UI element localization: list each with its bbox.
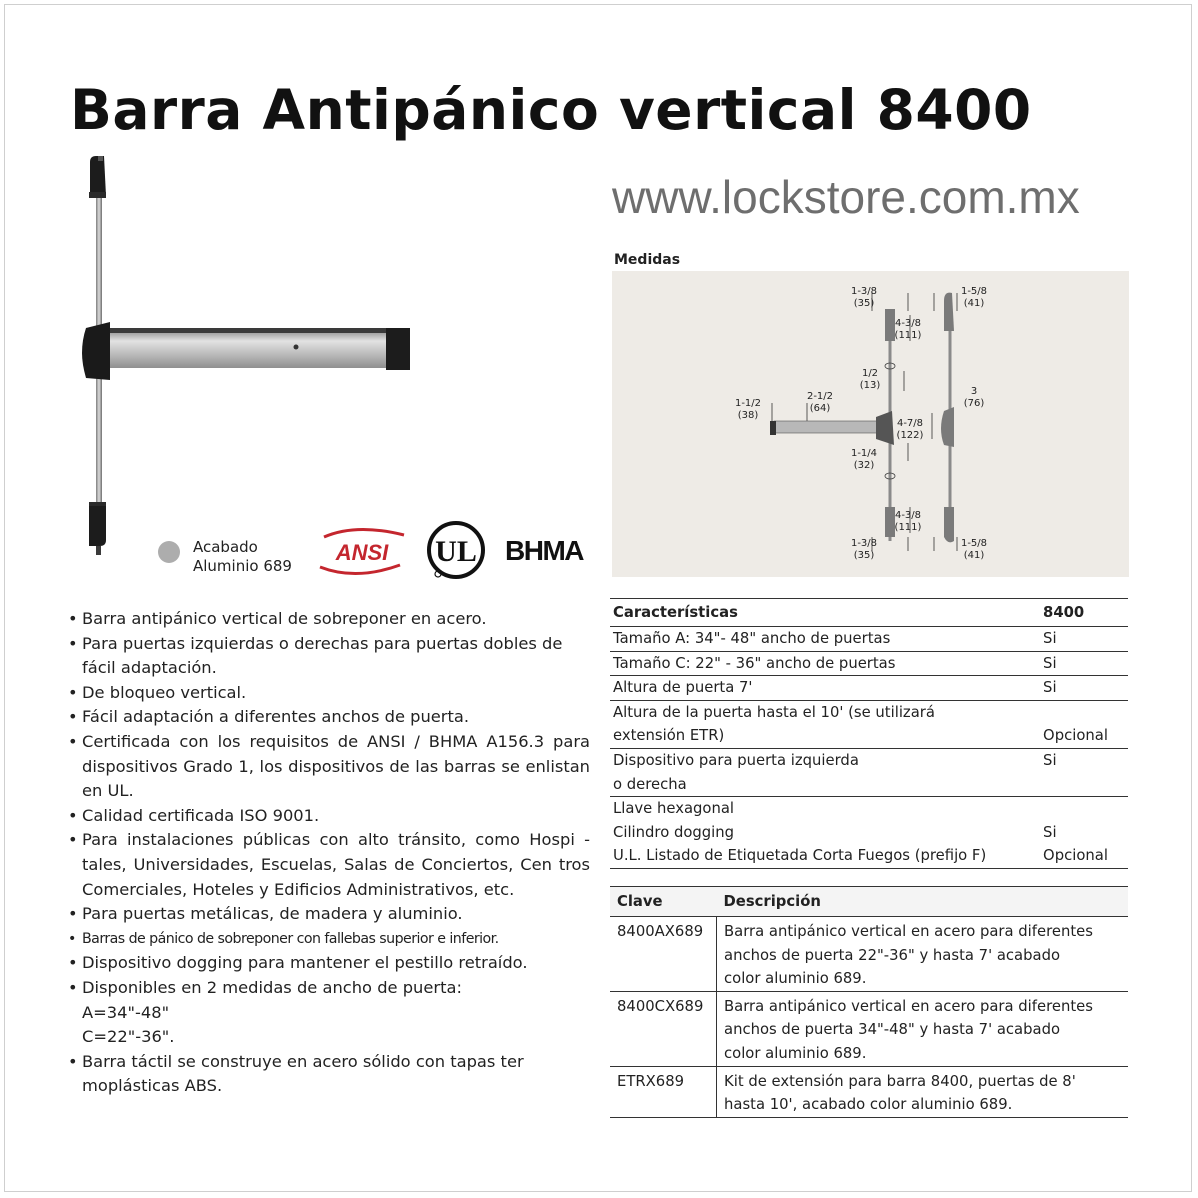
svg-text:3 xyxy=(971,386,977,397)
feature-text: Altura de puerta 7' xyxy=(613,679,753,697)
feature-cell xyxy=(610,844,1040,868)
dim-center: 4-7/8 xyxy=(896,418,924,429)
feature-item: • Calidad certificada ISO 9001. xyxy=(68,804,590,829)
column-header-description: Descripción xyxy=(717,887,1129,917)
finish-label-line1: Acabado xyxy=(193,538,258,556)
description-line: color aluminio 689. xyxy=(724,970,867,988)
product-description xyxy=(717,991,1129,1066)
column-header-feature: Características xyxy=(610,599,1040,627)
svg-text:4-3/8 xyxy=(895,510,921,521)
dim-top-left-mm: (35) xyxy=(853,298,875,309)
dim-bottom-mid: 4-3/8 xyxy=(894,510,922,521)
table-row xyxy=(610,917,1128,992)
feature-text: Tamaño A: 34"- 48" ancho de puertas xyxy=(613,630,891,647)
table-header-row xyxy=(610,599,1128,627)
dimensions-diagram xyxy=(612,271,1129,577)
svg-text:(64) xyxy=(810,403,831,414)
svg-text:(76) xyxy=(964,398,985,409)
dim-top-mid: 4-3/8 xyxy=(894,318,922,329)
feature-text: extensión ETR) xyxy=(613,727,725,745)
finish-label-line2: Aluminio 689 xyxy=(193,557,292,575)
dim-bar-offset: 2-1/2 xyxy=(806,391,834,402)
svg-text:(41) xyxy=(964,550,985,561)
feature-text: Altura de la puerta hasta el 10' (se utilizará xyxy=(613,703,935,721)
description-line: anchos de puerta 34"-48" y hasta 7' acabado xyxy=(724,1021,1061,1039)
dim-three: 3 xyxy=(970,386,978,397)
description-line: color aluminio 689. xyxy=(724,1044,867,1062)
dim-bottom-mid-mm: (111) xyxy=(894,522,922,533)
characteristics-table xyxy=(610,598,1128,869)
finish-label xyxy=(193,538,292,576)
feature-item: • Para puertas metálicas, de madera y aluminio. xyxy=(68,902,590,927)
svg-text:1-3/8 xyxy=(851,286,877,297)
dim-center-mm: (122) xyxy=(896,430,924,441)
feature-cell xyxy=(610,651,1040,676)
product-codes-table xyxy=(610,886,1128,1118)
page-title: Barra Antipánico vertical 8400 xyxy=(70,78,1032,142)
dim-half: 1/2 xyxy=(861,368,879,379)
dim-bar-offset-mm: (64) xyxy=(809,403,831,414)
product-code: 8400AX689 xyxy=(610,917,717,992)
dim-bottom-left-mm: (35) xyxy=(853,550,875,561)
dim-top-right-mm: (41) xyxy=(963,298,985,309)
feature-cell xyxy=(610,676,1040,701)
svg-text:(111) xyxy=(895,330,922,341)
table-row xyxy=(610,991,1128,1066)
svg-text:1-1/2 xyxy=(735,398,761,409)
feature-cell xyxy=(610,627,1040,652)
product-code: 8400CX689 xyxy=(610,991,717,1066)
ansi-logo-text: ANSI xyxy=(335,540,389,565)
feature-item: • De bloqueo vertical. xyxy=(68,681,590,706)
dim-bottom-left: 1-3/8 xyxy=(850,538,878,549)
feature-text: Cilindro dogging xyxy=(613,823,735,841)
value-cell: Si xyxy=(1040,676,1128,701)
size-c: C=22"-36". xyxy=(82,1027,175,1047)
feature-item: • Para instalaciones públicas con alto tránsito, como Hospi - tales, Universidades, Escuelas, Salas de Conciertos, Cen tros Comerciales, Hoteles y Edificios Administrativos, etc. xyxy=(68,828,590,902)
svg-text:1/2 xyxy=(862,368,878,379)
panic-bar-product-image xyxy=(70,150,430,570)
svg-text:2-1/2 xyxy=(807,391,833,402)
description-line: Barra antipánico vertical en acero para diferentes xyxy=(724,923,1093,940)
ul-logo-text: UL xyxy=(435,535,477,568)
description-line: anchos de puerta 22"-36" y hasta 7' acabado xyxy=(724,946,1061,964)
table-row xyxy=(610,651,1128,676)
bhma-logo: BHMA xyxy=(505,535,583,566)
feature-text: Llave hexagonal xyxy=(613,800,735,818)
svg-text:4-7/8 xyxy=(897,418,923,429)
svg-text:(41) xyxy=(964,298,985,309)
svg-text:(122) xyxy=(897,430,924,441)
dim-bottom-right: 1-5/8 xyxy=(960,538,988,549)
dim-half-mm: (13) xyxy=(859,380,881,391)
table-header-row xyxy=(610,887,1128,917)
table-row xyxy=(610,844,1128,868)
dim-left-end-mm: (38) xyxy=(737,410,759,421)
dim-quarter: 1-1/4 xyxy=(850,448,878,459)
feature-cell xyxy=(610,700,1040,748)
svg-text:(38) xyxy=(738,410,759,421)
column-header-model: 8400 xyxy=(1040,599,1128,627)
table-row xyxy=(610,1066,1128,1117)
feature-text: Dispositivo para puerta izquierda xyxy=(613,751,859,769)
feature-item: • Barras de pánico de sobreponer con fallebas superior e inferior. xyxy=(68,927,590,952)
feature-cell xyxy=(610,748,1040,796)
dim-top-left: 1-3/8 xyxy=(850,286,878,297)
website-url[interactable]: www.lockstore.com.mx xyxy=(612,171,1080,223)
value-cell: Si xyxy=(1040,651,1128,676)
value-cell: Si xyxy=(1043,823,1057,841)
diagram-label: Medidas xyxy=(614,252,681,268)
product-description xyxy=(717,917,1129,992)
dim-three-mm: (76) xyxy=(963,398,985,409)
dim-bottom-right-mm: (41) xyxy=(963,550,985,561)
description-line: Barra antipánico vertical en acero para diferentes xyxy=(724,997,1093,1015)
svg-text:(35) xyxy=(854,298,875,309)
feature-item-sizes xyxy=(68,976,590,1050)
feature-cell xyxy=(610,797,1040,845)
product-description xyxy=(717,1066,1129,1117)
svg-text:(32) xyxy=(854,460,875,471)
svg-text:1-5/8 xyxy=(961,286,987,297)
svg-text:1-5/8 xyxy=(961,538,987,549)
value-cell: Si xyxy=(1040,627,1128,652)
feature-item: • Barra antipánico vertical de sobreponer en acero. xyxy=(68,607,590,632)
finish-color-swatch xyxy=(158,541,180,563)
size-a: A=34"-48" xyxy=(82,1002,170,1022)
product-code: ETRX689 xyxy=(610,1066,717,1117)
feature-item: • Para puertas izquierdas o derechas para puertas dobles de fácil adaptación. xyxy=(68,632,590,681)
table-row xyxy=(610,700,1128,748)
value-cell: Opcional xyxy=(1040,844,1128,868)
svg-text:1-1/4 xyxy=(851,448,877,459)
table-row xyxy=(610,797,1128,845)
feature-text: Tamaño C: 22" - 36" ancho de puertas xyxy=(613,654,896,672)
ul-logo xyxy=(424,518,488,584)
svg-text:(35) xyxy=(854,550,875,561)
table-row xyxy=(610,676,1128,701)
table-row xyxy=(610,627,1128,652)
feature-item: • Fácil adaptación a diferentes anchos de puerta. xyxy=(68,705,590,730)
feature-item: • Barra táctil se construye en acero sólido con tapas ter moplásticas ABS. xyxy=(68,1050,590,1099)
table-row xyxy=(610,748,1128,796)
dim-top-mid-mm: (111) xyxy=(894,330,922,341)
feature-list xyxy=(68,607,590,1099)
feature-item: • Dispositivo dogging para mantener el pestillo retraído. xyxy=(68,951,590,976)
svg-text:(13) xyxy=(860,380,881,391)
svg-text:1-3/8 xyxy=(851,538,877,549)
sizes-intro: Disponibles en 2 medidas de ancho de puerta: xyxy=(82,977,462,997)
dim-quarter-mm: (32) xyxy=(853,460,875,471)
value-cell: Si xyxy=(1040,748,1128,796)
feature-text: o derecha xyxy=(613,775,687,793)
feature-text: U.L. Listado de Etiquetada Corta Fuegos (prefijo F) xyxy=(613,847,987,865)
description-line: hasta 10', acabado color aluminio 689. xyxy=(724,1096,1013,1114)
dim-top-right: 1-5/8 xyxy=(960,286,988,297)
svg-text:(111) xyxy=(895,522,922,533)
svg-text:4-3/8 xyxy=(895,318,921,329)
value-cell: Opcional xyxy=(1040,700,1128,748)
feature-item: • Certificada con los requisitos de ANSI / BHMA A156.3 para dispositivos Grado 1, los dispositivos de las barras se enlistan en UL. xyxy=(68,730,590,804)
ansi-logo xyxy=(316,523,408,579)
column-header-code: Clave xyxy=(610,887,717,917)
description-line: Kit de extensión para barra 8400, puertas de 8' xyxy=(724,1072,1076,1090)
dim-left-end: 1-1/2 xyxy=(734,398,762,409)
